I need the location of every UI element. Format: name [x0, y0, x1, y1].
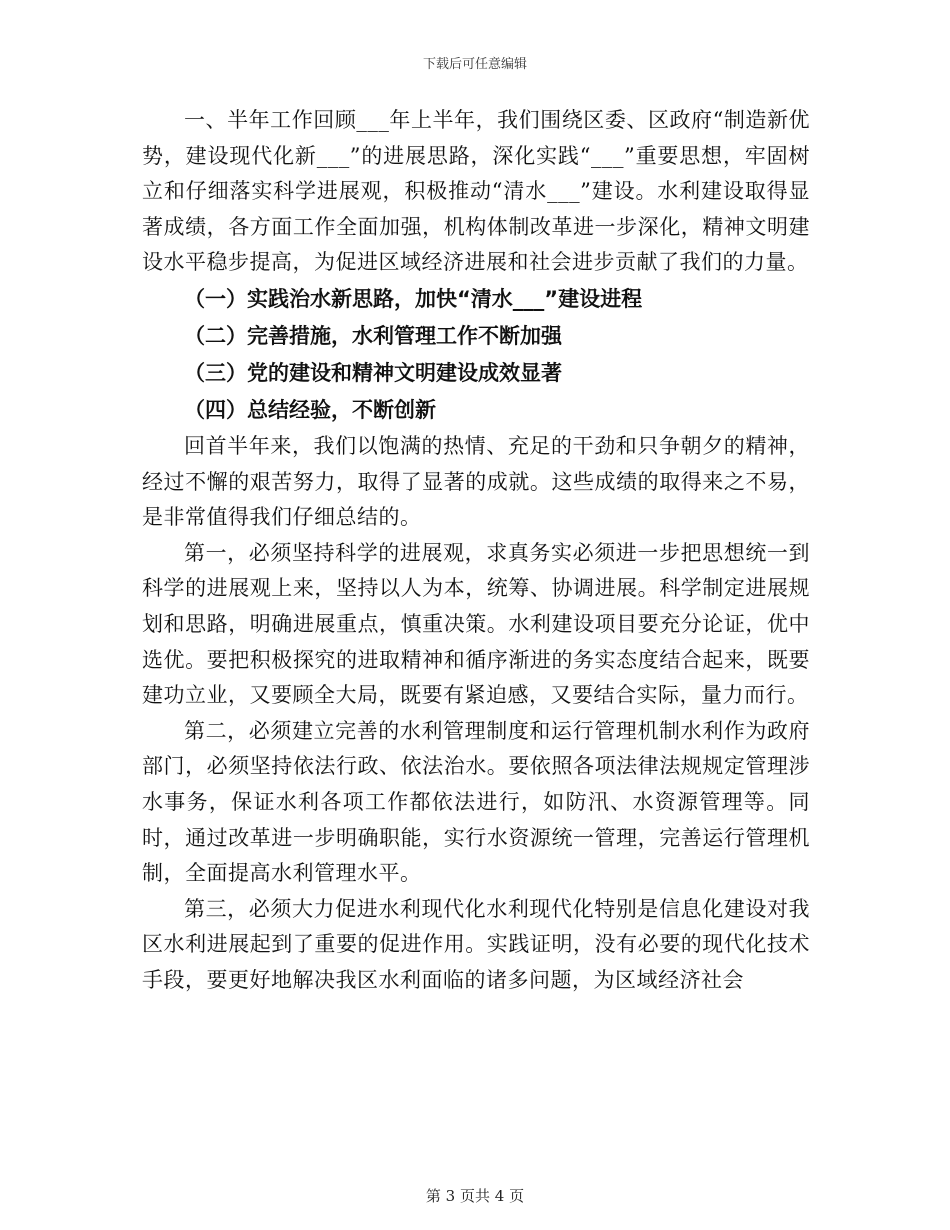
summary-paragraph: 回首半年来，我们以饱满的热情、充足的干劲和只争朝夕的精神，经过不懈的艰苦努力，取得了显著的成就。这些成绩的取得来之不易，是非常值得我们仔细总结的。: [142, 433, 810, 530]
point-three-paragraph: 第三，必须大力促进水利现代化水利现代化特别是信息化建设对我区水利进展起到了重要的促进作用。实践证明，没有必要的现代化技术手段，要更好地解决我区水利面临的诸多问题，为区域经济社会: [142, 896, 810, 992]
intro-paragraph: 一、半年工作回顾___年上半年，我们围绕区委、区政府“制造新优势，建设现代化新___”的进展思路，深化实践“___”重要思想，牢固树立和仔细落实科学进展观，积极推动“清水___”建设。水利建设取得显著成绩，各方面工作全面加强，机构体制改革进一步深化，精神文明建设水平稳步提高，为促进区域经济进展和社会进步贡献了我们的力量。: [142, 108, 810, 275]
point-two-paragraph: 第二，必须建立完善的水利管理制度和运行管理机制水利作为政府部门，必须坚持依法行政、依法治水。要依照各项法律法规规定管理涉水事务，保证水利各项工作都依法进行，如防汛、水资源管理等。同时，通过改革进一步明确职能，实行水资源统一管理，完善运行管理机制，全面提高水利管理水平。: [142, 718, 810, 886]
page-footer: 第 3 页共 4 页: [425, 1187, 525, 1205]
section-heading-4: （四）总结经验，不断创新: [184, 397, 436, 422]
page-header: 下载后可任意编辑: [422, 57, 527, 72]
section-heading-2: （二）完善措施，水利管理工作不断加强: [184, 323, 562, 348]
section-heading-1: （一）实践治水新思路，加快“清水___”建设进程: [184, 286, 643, 311]
point-one-paragraph: 第一，必须坚持科学的进展观，求真务实必须进一步把思想统一到科学的进展观上来，坚持以人为本，统筹、协调进展。科学制定进展规划和思路，明确进展重点，慎重决策。水利建设项目要充分论证，优中选优。要把积极探究的进取精神和循序渐进的务实态度结合起来，既要建功立业，又要顾全大局，既要有紧迫感，又要结合实际，量力而行。: [142, 540, 810, 708]
document-body: [142, 103, 810, 998]
section-heading-3: （三）党的建设和精神文明建设成效显著: [184, 360, 562, 385]
